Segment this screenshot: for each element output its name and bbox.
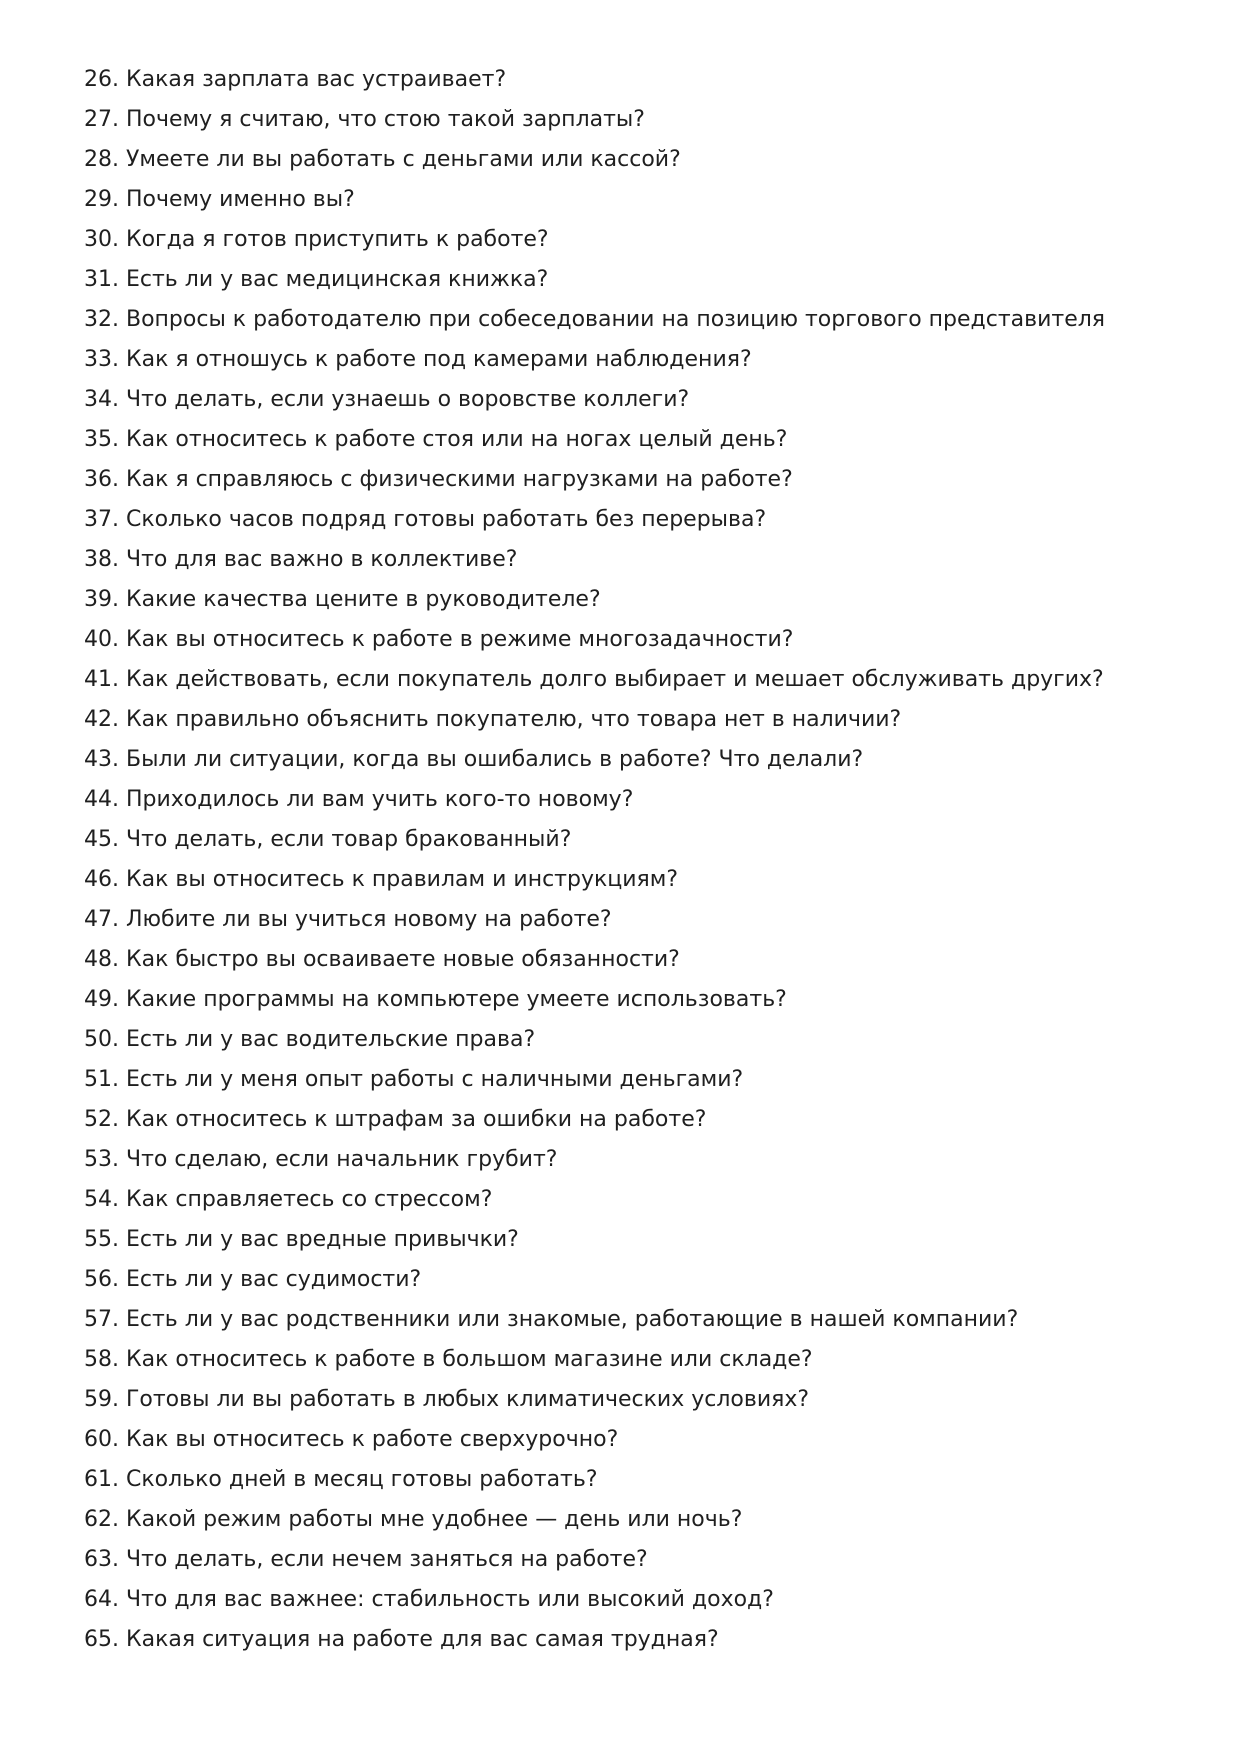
question-item: 44. Приходилось ли вам учить кого-то новому? xyxy=(84,787,634,812)
question-item: 63. Что делать, если нечем заняться на работе? xyxy=(84,1547,648,1572)
question-item: 29. Почему именно вы? xyxy=(84,187,355,212)
question-item: 56. Есть ли у вас судимости? xyxy=(84,1267,422,1292)
question-item: 43. Были ли ситуации, когда вы ошибались в работе? Что делали? xyxy=(84,747,864,772)
question-item: 31. Есть ли у вас медицинская книжка? xyxy=(84,267,549,292)
question-item: 37. Сколько часов подряд готовы работать без перерыва? xyxy=(84,507,767,532)
question-item: 38. Что для вас важно в коллективе? xyxy=(84,547,518,572)
question-item: 59. Готовы ли вы работать в любых климатических условиях? xyxy=(84,1387,810,1412)
question-item: 51. Есть ли у меня опыт работы с наличными деньгами? xyxy=(84,1067,744,1092)
question-item: 35. Как относитесь к работе стоя или на ногах целый день? xyxy=(84,427,788,452)
question-item: 60. Как вы относитесь к работе сверхурочно? xyxy=(84,1427,619,1452)
question-item: 50. Есть ли у вас водительские права? xyxy=(84,1027,536,1052)
question-item: 53. Что сделаю, если начальник грубит? xyxy=(84,1147,558,1172)
document-page xyxy=(84,60,1184,1660)
question-item: 46. Как вы относитесь к правилам и инструкциям? xyxy=(84,867,679,892)
question-item: 33. Как я отношусь к работе под камерами наблюдения? xyxy=(84,347,752,372)
question-item: 48. Как быстро вы осваиваете новые обязанности? xyxy=(84,947,680,972)
question-item: 57. Есть ли у вас родственники или знакомые, работающие в нашей компании? xyxy=(84,1307,1019,1332)
question-item: 64. Что для вас важнее: стабильность или высокий доход? xyxy=(84,1587,774,1612)
question-item: 27. Почему я считаю, что стою такой зарплаты? xyxy=(84,107,645,132)
question-item: 62. Какой режим работы мне удобнее — день или ночь? xyxy=(84,1507,743,1532)
question-item: 40. Как вы относитесь к работе в режиме многозадачности? xyxy=(84,627,794,652)
question-item: 55. Есть ли у вас вредные привычки? xyxy=(84,1227,519,1252)
question-list xyxy=(84,60,1184,1660)
question-item: 39. Какие качества цените в руководителе? xyxy=(84,587,601,612)
question-item: 32. Вопросы к работодателю при собеседовании на позицию торгового представителя xyxy=(84,307,1106,332)
question-item: 26. Какая зарплата вас устраивает? xyxy=(84,67,507,92)
question-item: 58. Как относитесь к работе в большом магазине или складе? xyxy=(84,1347,813,1372)
question-item: 34. Что делать, если узнаешь о воровстве коллеги? xyxy=(84,387,690,412)
question-item: 45. Что делать, если товар бракованный? xyxy=(84,827,572,852)
question-item: 42. Как правильно объяснить покупателю, что товара нет в наличии? xyxy=(84,707,902,732)
question-item: 65. Какая ситуация на работе для вас самая трудная? xyxy=(84,1627,719,1652)
question-item: 54. Как справляетесь со стрессом? xyxy=(84,1187,493,1212)
question-item: 49. Какие программы на компьютере умеете использовать? xyxy=(84,987,787,1012)
question-item: 41. Как действовать, если покупатель долго выбирает и мешает обслуживать других? xyxy=(84,667,1104,692)
question-item: 36. Как я справляюсь с физическими нагрузками на работе? xyxy=(84,467,793,492)
question-item: 28. Умеете ли вы работать с деньгами или кассой? xyxy=(84,147,681,172)
question-item: 47. Любите ли вы учиться новому на работе? xyxy=(84,907,612,932)
question-item: 30. Когда я готов приступить к работе? xyxy=(84,227,549,252)
question-item: 52. Как относитесь к штрафам за ошибки на работе? xyxy=(84,1107,707,1132)
question-item: 61. Сколько дней в месяц готовы работать? xyxy=(84,1467,598,1492)
